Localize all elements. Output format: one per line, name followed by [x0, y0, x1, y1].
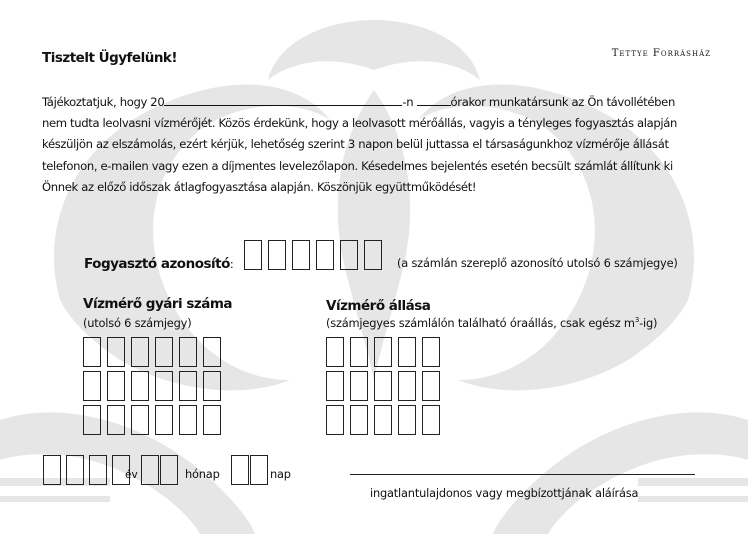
- notice-line-1-start: Tájékoztatjuk, hogy 20: [42, 95, 165, 109]
- consumer-id-box-4[interactable]: [316, 240, 334, 270]
- meter-serial-hint: (utolsó 6 számjegy): [83, 316, 192, 330]
- serial-box[interactable]: [179, 405, 197, 435]
- reading-box[interactable]: [422, 337, 440, 367]
- serial-box[interactable]: [83, 371, 101, 401]
- consumer-id-label: Fogyasztó azonosító: [84, 256, 230, 272]
- reading-box[interactable]: [398, 371, 416, 401]
- year-box-3[interactable]: [89, 455, 107, 485]
- watermark-bar-right-2: [638, 496, 748, 502]
- month-box-1[interactable]: [141, 455, 159, 485]
- reading-box[interactable]: [398, 337, 416, 367]
- year-box-2[interactable]: [66, 455, 84, 485]
- brand-text: Tettye Forrásház: [611, 48, 711, 59]
- day-box-1[interactable]: [231, 455, 249, 485]
- watermark-center-crown: [268, 20, 480, 80]
- notice-line-4: telefonon, e-mailen vagy ezen a díjmentes levelezőlapon. Késedelmes bejelentés esetén becsült számlát állítunk ki: [42, 158, 673, 173]
- notice-line-5: Önnek az előző időszak átlagfogyasztása alapján. Köszönjük együttműködését!: [42, 179, 477, 194]
- serial-box[interactable]: [179, 337, 197, 367]
- reading-box[interactable]: [326, 405, 344, 435]
- serial-box[interactable]: [83, 337, 101, 367]
- day-label: nap: [270, 467, 291, 481]
- reading-box[interactable]: [422, 405, 440, 435]
- signature-caption: ingatlantulajdonos vagy megbízottjának aláírása: [370, 486, 639, 500]
- serial-box[interactable]: [155, 371, 173, 401]
- consumer-id-label-row: [84, 253, 234, 272]
- serial-box[interactable]: [83, 405, 101, 435]
- notice-text: [42, 92, 712, 198]
- reading-box[interactable]: [350, 405, 368, 435]
- reading-box[interactable]: [422, 371, 440, 401]
- meter-reading-hint: [326, 316, 657, 330]
- meter-reading-hint-superscript: 3: [634, 316, 640, 325]
- reading-box[interactable]: [374, 371, 392, 401]
- serial-box[interactable]: [203, 337, 221, 367]
- consumer-id-box-5[interactable]: [340, 240, 358, 270]
- brand-name: [612, 48, 711, 59]
- serial-box[interactable]: [203, 405, 221, 435]
- serial-box[interactable]: [131, 405, 149, 435]
- reading-box[interactable]: [374, 405, 392, 435]
- serial-box[interactable]: [131, 371, 149, 401]
- consumer-id-box-3[interactable]: [292, 240, 310, 270]
- serial-box[interactable]: [179, 371, 197, 401]
- serial-box[interactable]: [107, 405, 125, 435]
- consumer-id-colon: :: [229, 257, 234, 271]
- watermark-bar-left-2: [0, 496, 110, 502]
- serial-box[interactable]: [107, 371, 125, 401]
- serial-box[interactable]: [155, 337, 173, 367]
- reading-box[interactable]: [398, 405, 416, 435]
- notice-line-3: készüljön az elszámolás, ezért kérjük, lehetőség szerint 3 napon belül juttassa el társaságunkhoz vízmérője állását: [42, 137, 669, 152]
- serial-box[interactable]: [131, 337, 149, 367]
- notice-line-1: [42, 92, 712, 113]
- greeting: Tisztelt Ügyfelünk!: [42, 50, 178, 66]
- time-blank[interactable]: [417, 95, 451, 106]
- signature-line[interactable]: [350, 474, 695, 475]
- notice-line-1-suffix: -n: [402, 95, 414, 109]
- year-label: év: [125, 469, 138, 481]
- date-blank[interactable]: [164, 95, 402, 106]
- month-box-2[interactable]: [160, 455, 178, 485]
- reading-box[interactable]: [326, 371, 344, 401]
- meter-reading-label: Vízmérő állása: [326, 298, 431, 314]
- meter-reading-hint-start: (számjegyes számlálón található óraállás, csak egész m: [326, 316, 635, 330]
- consumer-id-box-2[interactable]: [268, 240, 286, 270]
- serial-box[interactable]: [155, 405, 173, 435]
- consumer-id-box-1[interactable]: [244, 240, 262, 270]
- reading-box[interactable]: [350, 371, 368, 401]
- day-box-2[interactable]: [250, 455, 268, 485]
- meter-serial-label: Vízmérő gyári száma: [83, 296, 233, 312]
- serial-box[interactable]: [107, 337, 125, 367]
- year-box-1[interactable]: [43, 455, 61, 485]
- notice-line-2: nem tudta leolvasni vízmérőjét. Közös érdekünk, hogy a leolvasott mérőállás, vagyis a tényleges fogyasztás alapján: [42, 116, 678, 131]
- meter-reading-hint-end: -ig): [639, 316, 658, 330]
- reading-box[interactable]: [350, 337, 368, 367]
- consumer-id-box-6[interactable]: [364, 240, 382, 270]
- serial-box[interactable]: [203, 371, 221, 401]
- watermark-bar-right-1: [638, 478, 748, 486]
- reading-box[interactable]: [326, 337, 344, 367]
- reading-box[interactable]: [374, 337, 392, 367]
- notice-line-1-end: órakor munkatársunk az Ön távollétében: [450, 95, 675, 109]
- month-label: hónap: [185, 467, 220, 481]
- consumer-id-hint: (a számlán szereplő azonosító utolsó 6 számjegye): [397, 256, 678, 270]
